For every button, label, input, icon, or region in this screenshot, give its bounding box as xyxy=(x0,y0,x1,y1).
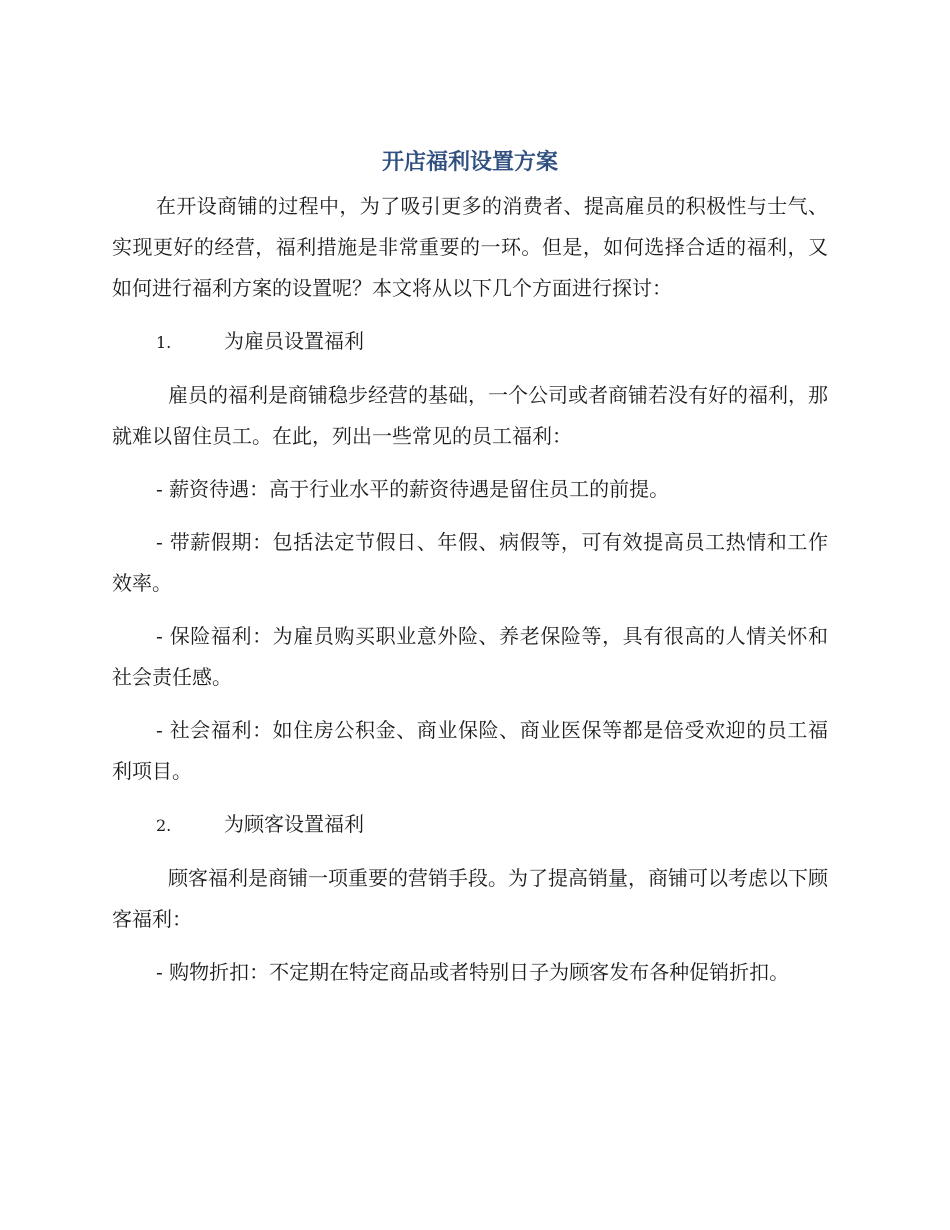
spacer xyxy=(112,698,828,710)
spacer xyxy=(112,457,828,469)
spacer xyxy=(112,604,828,616)
spacer xyxy=(112,510,828,522)
section-2-title: 为顾客设置福利 xyxy=(224,812,364,836)
list-item: - 社会福利：如住房公积金、商业保险、商业医保等都是倍受欢迎的员工福利项目。 xyxy=(112,718,828,783)
document-page xyxy=(112,140,828,993)
list-item: - 带薪假期：包括法定节假日、年假、病假等，可有效提高员工热情和工作效率。 xyxy=(112,530,828,595)
section-2-number: 2. xyxy=(156,816,172,835)
spacer xyxy=(112,846,828,858)
section-1-title: 为雇员设置福利 xyxy=(224,329,364,353)
list-item: - 购物折扣：不定期在特定商品或者特别日子为顾客发布各种促销折扣。 xyxy=(156,960,790,984)
section-1-number: 1. xyxy=(156,333,172,352)
section-1-paragraph: 雇员的福利是商铺稳步经营的基础，一个公司或者商铺若没有好的福利，那就难以留住员工。在此，列出一些常见的员工福利： xyxy=(112,383,828,448)
section-2-paragraph: 顾客福利是商铺一项重要的营销手段。为了提高销量，商铺可以考虑以下顾客福利： xyxy=(112,866,828,931)
spacer xyxy=(112,940,828,952)
spacer xyxy=(112,792,828,804)
list-item: - 薪资待遇：高于行业水平的薪资待遇是留住员工的前提。 xyxy=(156,477,670,501)
list-item: - 保险福利：为雇员购买职业意外险、养老保险等，具有很高的人情关怀和社会责任感。 xyxy=(112,624,828,689)
spacer xyxy=(112,363,828,375)
section-2-heading xyxy=(112,804,828,846)
spacer xyxy=(112,309,828,321)
section-1-heading xyxy=(112,321,828,363)
document-title: 开店福利设置方案 xyxy=(381,150,558,175)
intro-paragraph: 在开设商铺的过程中，为了吸引更多的消费者、提高雇员的积极性与士气、实现更好的经营，福利措施是非常重要的一环。但是，如何选择合适的福利，又如何进行福利方案的设置呢？本文将从以下几个方面进行探讨： xyxy=(112,194,828,300)
